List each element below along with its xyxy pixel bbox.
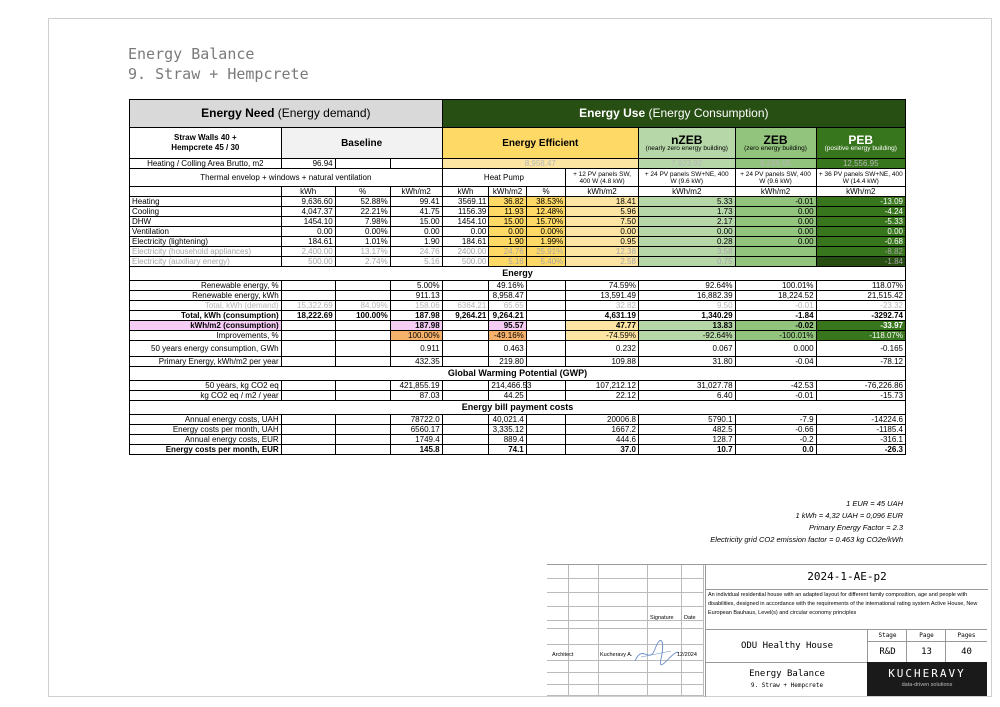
cell: -100.01% <box>735 331 816 341</box>
row-label: Electricity (auxiliary energy) <box>130 257 282 267</box>
demand-row <box>130 207 906 217</box>
cell: 100.00% <box>335 311 390 321</box>
grid-cell <box>648 579 682 593</box>
grid-cell <box>569 607 599 621</box>
row-label: Heating <box>130 197 282 207</box>
cell: 9,264.21 <box>442 311 489 321</box>
cell: 1.90 <box>390 237 442 247</box>
row-label: Total, kWh (consumption) <box>130 311 282 321</box>
energy-row <box>130 281 906 291</box>
cell: 9,264.21 <box>489 311 526 321</box>
grid-cell <box>682 661 704 673</box>
cell: 3.58 <box>638 247 735 257</box>
cell: 187.98 <box>390 321 442 331</box>
cell: -33.97 <box>816 321 905 331</box>
cell: -4.24 <box>816 207 905 217</box>
cell: 184.61 <box>442 237 489 247</box>
cell: 500.00 <box>442 257 489 267</box>
bill-row <box>130 435 906 445</box>
date-label: Date <box>684 615 696 621</box>
cell: 41.75 <box>390 207 442 217</box>
cell: 16,882.39 <box>638 291 735 301</box>
baseline-header: Baseline <box>281 128 442 159</box>
cell: 0.00 <box>816 227 905 237</box>
cell: 31.80 <box>638 357 735 367</box>
page-box: Page 13 <box>906 629 946 663</box>
cell: 10.7 <box>638 445 735 455</box>
cell: -3292.74 <box>816 311 905 321</box>
company-logo: KUCHERAVY data-driven solutions <box>867 662 987 696</box>
energy-row <box>130 357 906 367</box>
row-label: kWh/m2 (consumption) <box>130 321 282 331</box>
cell: 0.00% <box>526 227 565 237</box>
row-label: Energy costs per month, UAH <box>130 425 282 435</box>
cell: 100.01% <box>735 281 816 291</box>
project-name: ODU Healthy House <box>705 629 868 663</box>
cell <box>526 301 565 311</box>
grid-cell <box>547 579 569 593</box>
grid-cell <box>599 593 648 607</box>
cell: -74.59% <box>566 331 639 341</box>
cell: 9.50 <box>638 301 735 311</box>
demand-row <box>130 257 906 267</box>
grid-cell <box>648 621 682 629</box>
cell: 5.16 <box>390 257 442 267</box>
note: Primary Energy Factor = 2.3 <box>809 523 903 532</box>
cell: 3,335.12 <box>489 425 526 435</box>
grid-cell <box>682 629 704 645</box>
cell: 5.40% <box>526 257 565 267</box>
cell: -316.1 <box>816 435 905 445</box>
config-row: Thermal envelop + windows + natural ventilation Heat Pump + 12 PV panels SW, 400 W (4.8 kW) + 24 PV panels SW+NE, 400 W (9.6 kW) + 24 PV panels SW, 400 W (9.6 kW) + 36 PV panels SW+NE, 400 W (14.4 kW) <box>130 169 906 187</box>
row-label: Renewable energy, kWh <box>130 291 282 301</box>
grid-cell <box>682 579 704 593</box>
architect-label: Architect <box>552 652 574 658</box>
cell: 0.00 <box>281 227 335 237</box>
grid-cell <box>648 685 682 696</box>
grid-cell <box>569 685 599 696</box>
note: Electricity grid CO2 emission factor = 0.463 kg CO2e/kWh <box>710 535 903 544</box>
row-label: Total, kWh (demand) <box>130 301 282 311</box>
cell: 92.64% <box>638 281 735 291</box>
cell: 12.38 <box>566 247 639 257</box>
cell: 2,400.00 <box>281 247 335 257</box>
pages-box: Pages 40 <box>945 629 987 663</box>
row-label: 50 years energy consumption, GWh <box>130 341 282 357</box>
grid-cell <box>547 673 569 685</box>
cell: 0.00 <box>489 227 526 237</box>
cell: 32.82 <box>566 301 639 311</box>
section-bill: Energy bill payment costs <box>130 401 906 415</box>
cell: 0.00 <box>735 217 816 227</box>
cell: 1.73 <box>638 207 735 217</box>
cell: 74.59% <box>566 281 639 291</box>
cell: 0.00 <box>735 207 816 217</box>
title-block <box>547 564 987 696</box>
cell: 7.50 <box>566 217 639 227</box>
cell: 0.000 <box>735 341 816 357</box>
cell: 6560.17 <box>390 425 442 435</box>
cell: 2.58 <box>566 257 639 267</box>
cell: 421,855.19 <box>390 381 442 391</box>
cell: 1749.4 <box>390 435 442 445</box>
cell: 1.90 <box>489 237 526 247</box>
grid-cell <box>569 661 599 673</box>
grid-cell <box>682 593 704 607</box>
grid-cell <box>599 565 648 579</box>
demand-row <box>130 197 906 207</box>
cell: 0.00 <box>566 227 639 237</box>
cell: 1667.2 <box>566 425 639 435</box>
cell: 6364.21 <box>442 301 489 311</box>
cell: 47.77 <box>566 321 639 331</box>
grid-cell <box>547 593 569 607</box>
cell: 22.12 <box>566 391 639 401</box>
cell: 184.61 <box>281 237 335 247</box>
cell: -1.84 <box>816 257 905 267</box>
cell: 2400.00 <box>442 247 489 257</box>
bill-row <box>130 425 906 435</box>
cell: 7.98% <box>335 217 390 227</box>
cell: -0.165 <box>816 341 905 357</box>
cell: 9,636.60 <box>281 197 335 207</box>
cell: 15,322.69 <box>281 301 335 311</box>
grid-cell <box>599 685 648 696</box>
cell: 500.00 <box>281 257 335 267</box>
cell: 0.232 <box>566 341 639 357</box>
grid-cell <box>569 579 599 593</box>
demand-row <box>130 247 906 257</box>
cell: 2.74% <box>335 257 390 267</box>
demand-row <box>130 237 906 247</box>
cell: -1185.4 <box>816 425 905 435</box>
cell: -76,226.86 <box>816 381 905 391</box>
cell: -0.2 <box>735 435 816 445</box>
cell: -0.66 <box>735 425 816 435</box>
zeb-header: ZEB (zero energy building) <box>735 128 816 159</box>
cell: -8.82 <box>816 247 905 257</box>
energy-balance-table <box>129 99 906 455</box>
cell: 1,340.29 <box>638 311 735 321</box>
cell <box>735 257 816 267</box>
energy-row <box>130 331 906 341</box>
cell: 22.21% <box>335 207 390 217</box>
cell: -1.84 <box>735 311 816 321</box>
section-gwp: Global Warming Potential (GWP) <box>130 367 906 381</box>
grid-cell <box>682 621 704 629</box>
grid-cell <box>599 579 648 593</box>
cell: 24.76 <box>390 247 442 257</box>
cell: 18,224.52 <box>735 291 816 301</box>
cell: 15.00 <box>489 217 526 227</box>
cell: 5.33 <box>638 197 735 207</box>
cell: 20006.8 <box>566 415 639 425</box>
cell: -49.16% <box>489 331 526 341</box>
row-label: Electricity (lightening) <box>130 237 282 247</box>
energy-row <box>130 291 906 301</box>
cell: 40,021.4 <box>489 415 526 425</box>
cell: 5.16 <box>489 257 526 267</box>
cell: 4,047.37 <box>281 207 335 217</box>
grid-cell <box>569 621 599 629</box>
cell: 0.75 <box>638 257 735 267</box>
cell: 0.00% <box>335 227 390 237</box>
cell: 4,631.19 <box>566 311 639 321</box>
cell: 13,591.49 <box>566 291 639 301</box>
cell: -14224.6 <box>816 415 905 425</box>
cell: 3569.11 <box>442 197 489 207</box>
row-label: 50 years, kg CO2 eq <box>130 381 282 391</box>
cell: -7.9 <box>735 415 816 425</box>
sign-date: 12/2024 <box>677 652 697 658</box>
grid-cell <box>569 645 599 661</box>
grid-cell <box>648 673 682 685</box>
cell: 13.83 <box>638 321 735 331</box>
cell: 0.00 <box>390 227 442 237</box>
cell: 18.41 <box>566 197 639 207</box>
cell: 36.82 <box>489 197 526 207</box>
cell: -118.07% <box>816 331 905 341</box>
grid-cell <box>547 565 569 579</box>
grid-cell <box>569 593 599 607</box>
demand-row <box>130 217 906 227</box>
gwp-row <box>130 391 906 401</box>
cell: 38.53% <box>526 197 565 207</box>
cell: 0.911 <box>390 341 442 357</box>
project-code: 2024-1-AE-p2 <box>705 565 988 590</box>
cell: 118.07% <box>816 281 905 291</box>
grid-cell <box>547 629 569 645</box>
cell: 158.06 <box>390 301 442 311</box>
cell: -26.3 <box>816 445 905 455</box>
cell: 8,958.47 <box>489 291 526 301</box>
grid-cell <box>682 565 704 579</box>
cell: 444.6 <box>566 435 639 445</box>
cell: 11.93 <box>489 207 526 217</box>
cell: -0.01 <box>735 197 816 207</box>
nzeb-header: nZEB (nearly zero energy building) <box>638 128 735 159</box>
cell: 15.00 <box>390 217 442 227</box>
grid-cell <box>599 621 648 629</box>
bill-row <box>130 445 906 455</box>
row-label: Electricity (household appliances) <box>130 247 282 257</box>
cell: 1454.10 <box>442 217 489 227</box>
area-row: Heating / Colling Area Brutto, m2 96.94 8,958.47 7,923.92 9,266.05 12,556.95 <box>130 159 906 169</box>
row-label: Cooling <box>130 207 282 217</box>
cell: 5.00% <box>390 281 442 291</box>
row-label: Primary Energy, kWh/m2 per year <box>130 357 282 367</box>
energy-row <box>130 341 906 357</box>
cell: 52.88% <box>335 197 390 207</box>
stage-box: Stage R&D <box>867 629 907 663</box>
cell: 2.17 <box>638 217 735 227</box>
signature-scribble <box>631 639 683 667</box>
cell: 21,515.42 <box>816 291 905 301</box>
cell: 1.99% <box>526 237 565 247</box>
cell: 0.00 <box>735 237 816 247</box>
revision-grid <box>547 565 704 696</box>
cell <box>735 247 816 257</box>
cell: -0.02 <box>735 321 816 331</box>
cell: 128.7 <box>638 435 735 445</box>
cell: -42.53 <box>735 381 816 391</box>
cell: -15.73 <box>816 391 905 401</box>
cell: 0.463 <box>489 341 526 357</box>
cell: -0.01 <box>735 391 816 401</box>
cell: 78722.0 <box>390 415 442 425</box>
bill-row <box>130 415 906 425</box>
grid-cell <box>648 565 682 579</box>
cell: -0.01 <box>735 301 816 311</box>
grid-cell <box>682 673 704 685</box>
grid-cell <box>569 673 599 685</box>
cell: 1454.10 <box>281 217 335 227</box>
cell: -92.64% <box>638 331 735 341</box>
cell: 432.35 <box>390 357 442 367</box>
gwp-row <box>130 381 906 391</box>
cell: 37.0 <box>566 445 639 455</box>
grid-cell <box>547 661 569 673</box>
cell: 87.03 <box>390 391 442 401</box>
cell: 187.98 <box>390 311 442 321</box>
cell: -0.68 <box>816 237 905 247</box>
note: 1 kWh = 4,32 UAH = 0,096 EUR <box>795 511 903 520</box>
cell: 0.28 <box>638 237 735 247</box>
project-description: An individual residential house with an adapted layout for different family composition, age and people with disabilities, designed in accordance with the requirements of the international rating system Active House, New European Bauhaus, Level(s) and circular economy principles <box>705 589 988 633</box>
cell: 1156.39 <box>442 207 489 217</box>
row-label: Annual energy costs, UAH <box>130 415 282 425</box>
cell: 219.80 <box>489 357 526 367</box>
row-label: Renewable energy, % <box>130 281 282 291</box>
grid-cell <box>547 621 569 629</box>
grid-cell <box>569 565 599 579</box>
title-line: Energy Balance <box>128 45 255 63</box>
peb-header: PEB (positive energy building) <box>816 128 905 159</box>
cell: 5790.1 <box>638 415 735 425</box>
grid-cell <box>648 593 682 607</box>
energy-use-header: Energy Use (Energy Consumption) <box>442 100 905 128</box>
cell: 12.48% <box>526 207 565 217</box>
demand-row <box>130 227 906 237</box>
energy-row <box>130 301 906 311</box>
row-label: Annual energy costs, EUR <box>130 435 282 445</box>
energy-efficient-header: Energy Efficient <box>442 128 638 159</box>
row-label: Ventilation <box>130 227 282 237</box>
page-title <box>128 44 309 84</box>
cell: 482.5 <box>638 425 735 435</box>
cell: -23.32 <box>816 301 905 311</box>
cell: 95.57 <box>489 321 526 331</box>
row-label: DHW <box>130 217 282 227</box>
row-label: Energy costs per month, EUR <box>130 445 282 455</box>
cell: 214,466.53 <box>489 381 526 391</box>
cell: 99.41 <box>390 197 442 207</box>
note: 1 EUR = 45 UAH <box>846 499 903 508</box>
cell: 13.17% <box>335 247 390 257</box>
cell: 44.25 <box>489 391 526 401</box>
cell: 24.76 <box>489 247 526 257</box>
cell: 0.95 <box>566 237 639 247</box>
cell: 0.00 <box>442 227 489 237</box>
energy-row <box>130 311 906 321</box>
cell: 0.0 <box>735 445 816 455</box>
energy-need-header: Energy Need (Energy demand) <box>130 100 443 128</box>
architect-name: Kucheravy A. <box>600 652 633 658</box>
cell: 109.88 <box>566 357 639 367</box>
cell: 5.96 <box>566 207 639 217</box>
sheet-title: Energy Balance 9. Straw + Hempcrete <box>705 662 868 697</box>
cell: 18,222.69 <box>281 311 335 321</box>
row-label: Improvements, % <box>130 331 282 341</box>
energy-row <box>130 321 906 331</box>
cell: 0.00 <box>735 227 816 237</box>
grid-cell <box>599 607 648 621</box>
subtitle-line: 9. Straw + Hempcrete <box>128 65 309 83</box>
cell: 100.00% <box>390 331 442 341</box>
cell: 49.16% <box>489 281 526 291</box>
cell: 6.40 <box>638 391 735 401</box>
cell: -0.04 <box>735 357 816 367</box>
cell: 74.1 <box>489 445 526 455</box>
cell <box>526 311 565 321</box>
grid-cell <box>569 629 599 645</box>
material-label: Straw Walls 40 + Hempcrete 45 / 30 <box>130 128 282 159</box>
signature-label: Signature <box>650 615 674 621</box>
cell: 107,212.12 <box>566 381 639 391</box>
grid-cell <box>599 673 648 685</box>
cell: -13.09 <box>816 197 905 207</box>
grid-cell <box>547 607 569 621</box>
cell: 1.01% <box>335 237 390 247</box>
cell: 889.4 <box>489 435 526 445</box>
cell: 0.067 <box>638 341 735 357</box>
grid-cell <box>547 685 569 696</box>
cell: 25.91% <box>526 247 565 257</box>
section-energy: Energy <box>130 267 906 281</box>
cell: 0.00 <box>638 227 735 237</box>
notes <box>710 498 903 546</box>
cell: -78.12 <box>816 357 905 367</box>
cell: 65.65 <box>489 301 526 311</box>
row-label: kg CO2 eq / m2 / year <box>130 391 282 401</box>
cell: 911.13 <box>390 291 442 301</box>
cell: 84.09% <box>335 301 390 311</box>
cell: 145.8 <box>390 445 442 455</box>
grid-cell <box>682 685 704 696</box>
cell: 31,027.78 <box>638 381 735 391</box>
cell: 15.70% <box>526 217 565 227</box>
cell: -5.33 <box>816 217 905 227</box>
units-row: kWh % kWh/m2 kWh kWh/m2 % kWh/m2 kWh/m2 kWh/m2 kWh/m2 <box>130 187 906 197</box>
